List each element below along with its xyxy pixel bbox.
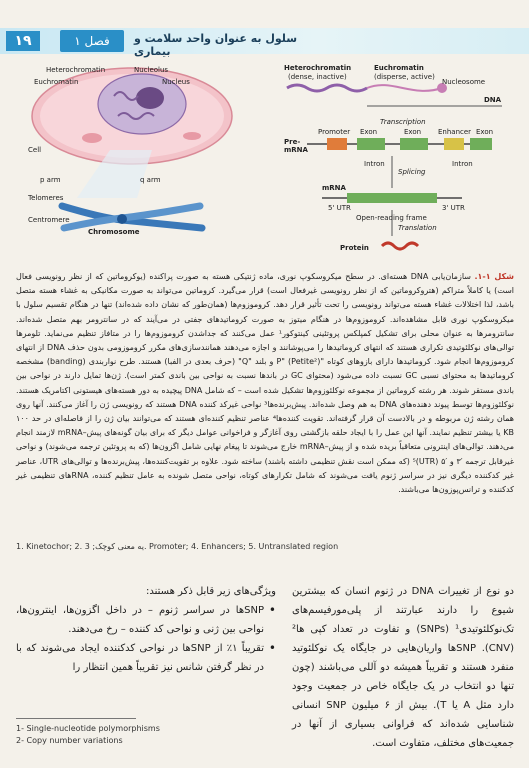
label-exon-3: Exon xyxy=(476,128,494,136)
chapter-title: سلول به عنوان واحد سلامت و بیماری xyxy=(134,32,298,58)
label-mrna: mRNA xyxy=(322,184,346,192)
caption-footnotes: 1. Kinetochor; 2. یه معنی کوچک; 3. Promoter; 4. Enhancers; 5. Untranslated region xyxy=(16,542,339,551)
nucleolus-shape xyxy=(136,87,164,109)
caption-text: سازمان‌یابی DNA هسته‌ای. در سطح میکروسکوپ نوری، ماده ژنتیکی هسته به صورت پراکنده (یوکروماتین که از نظر رونویسی فعال است) یا کاملاً متراکم (هتروکروماتین که از نظر رونویسی غیرفعال است) قرار می‌گیرد. کروماتین می‌تواند به صورت مکانیکی به غشاء هسته متصل باشد، لذا اختلالات غشاء هسته می‌تواند رونویسی را تحت تأثیر قرار دهد. کروموزوم‌ها (همان‌طور که نشان داده شده‌اند) تنها در هنگام تقسیم سلول با میکروسکوپ نوری قابل مشاهده‌اند. کروموزوم‌ها در هنگام میتوز به صورت کروماتیدهای جفتی در می‌آیند که در سانترومر بهم متصل شده‌اند. سانترومرها به عنوان محلی برای تشکیل کمپلکس پروتئینی کینتوکور¹ عمل می‌کنند که جداشدن کروموزوم‌ها را در متافاز تنظیم می‌نماید. تلومرها توالی‌های نوکلئوتیدی تکراری هستند که انتهای کروماتیدها را می‌پوشانند و اجازه می‌دهند همانندسازی‌های مکرر کروموزومی بدون حذف DNA از انتهای کروموزوم‌ها انجام شود. کروماتیدها دارای بازوهای کوتاه "P" (Petite²) و بلند "Q" (حرف بعدی در الفبا) هستند. طرح نواربندی (banding) مشخصه کروماتیدها به محتوای نسبی GC نسبت داده می‌شود (محتوای GC در باندها نسبت به نواحی بین باندی کمتر است). ژن‌ها تمایل دارند در نواحی بین باندی مستقر شوند. هر رشته کروماتین از مجموعه نوکلئوزوم‌ها تشکیل شده است – که شامل DNA پیچیده به دور هسته‌های هیستونی اکتامریک هستند. نوکلئوزوم‌ها توسط پیوند دهنده‌های DNA به هم وصل شده‌اند. پیش‌برنده‌ها³ نواحی غیرکد کننده DNA هستند که رونویسی ژن را آغاز می‌کنند. آنها روی همان رشته ژن مربوطه و در بالادست آن قرار گرفته‌اند. تقویت کننده‌ها⁴ عناصر تنظیم کننده‌ای هستند که می‌توانند بیان ژن را از فاصله‌ای در حد ۱۰۰ KB یا بیشتر تنظیم نمایند. آنها این عمل را با ایجاد حلقه بازگشتی روی آغازگر و فراخوانی عوامل دیگر که برای بیان گونه‌های پیش–mRNA لازمند انجام می‌دهند. توالی‌های اینترونی متعاقباً بریده شده و از پیش–mRNA خارج می‌شوند تا پیغام نهایی شامل اگزون‌ها (که به پروتئین ترجمه می‌شوند) و نواحی غیرقابل ترجمه ′۳ و ′۵ (UTR)⁵ (که ممکن است نقش تنظیمی داشته باشند) ساخته شود. علاوه بر تقویت‌کننده‌ها، پیش‌برنده‌ها و توالی‌های UTR، عناصر غیر کدکننده دیگری نیز در سراسر ژنوم یافت می‌شوند که شامل تکرارهای کوتاه، نواحی متصل شونده به عامل تنظیم کننده، RNAهای تنظیمی غیر کدکننده و ترانس‌پوزون‌ها می‌باشند. xyxy=(16,272,515,495)
list-item: • تقریباً ۱٪ از SNPها در نواحی کدکننده ایجاد می‌شوند که با در نظر گرفتن شانس نیز تقریباً همین انتظار را xyxy=(16,639,276,677)
figure-caption xyxy=(16,270,514,538)
label-heterochromatin: Heterochromatin xyxy=(46,66,106,74)
footnote-2: 2- Copy number variations xyxy=(16,736,123,745)
footnote-divider xyxy=(16,718,136,719)
label-euchromatin-sub: (disperse, active) xyxy=(374,73,435,81)
label-heterochromatin-sub: (dense, inactive) xyxy=(288,73,347,81)
caption-label: شکل ۱-۱. xyxy=(474,272,515,281)
heterochromatin-strand xyxy=(287,85,367,91)
label-intron-1: Intron xyxy=(364,160,385,168)
figure-illustration xyxy=(22,58,512,268)
protein-chain xyxy=(382,243,418,249)
features-intro: ویژگی‌های زیر قابل ذکر هستند: xyxy=(146,586,276,597)
dna-organization-figure xyxy=(22,58,512,268)
page-header xyxy=(0,28,529,58)
label-transcription: Transcription xyxy=(380,118,426,126)
promoter-box xyxy=(327,138,347,150)
organelle xyxy=(82,133,102,143)
label-heterochromatin-right: Heterochromatin xyxy=(284,64,352,72)
label-nucleus: Nucleus xyxy=(162,78,190,86)
label-euchromatin-right: Euchromatin xyxy=(374,64,424,72)
enhancer-box xyxy=(444,138,464,150)
footnote-1: 1- Single-nucleotide polymorphisms xyxy=(16,724,160,733)
body-left-column xyxy=(16,582,276,677)
label-enhancer: Enhancer xyxy=(438,128,472,136)
label-p-arm: p arm xyxy=(40,176,61,184)
body-right-column xyxy=(292,582,514,753)
label-centromere: Centromere xyxy=(28,216,70,224)
label-translation: Translation xyxy=(398,224,437,232)
chromosome-shape xyxy=(62,206,202,228)
label-protein: Protein xyxy=(340,244,369,252)
label-dna: DNA xyxy=(484,96,502,104)
label-orf: Open-reading frame xyxy=(356,214,427,222)
exon-box-1 xyxy=(357,138,385,150)
label-chromosome: Chromosome xyxy=(88,228,140,236)
exon-box-3 xyxy=(470,138,492,150)
organelle-2 xyxy=(183,132,201,140)
label-cell: Cell xyxy=(28,146,42,154)
mrna-exons xyxy=(347,193,437,203)
page-number: ۱۹ xyxy=(6,31,40,51)
label-pre-mrna: Pre- mRNA xyxy=(284,138,308,154)
label-exon-1: Exon xyxy=(360,128,378,136)
list-item: • SNPها در سراسر ژنوم – در داخل اگزون‌ها، اینترون‌ها، نواحی بین ژنی و نواحی کد کننده – رخ می‌دهند. xyxy=(16,601,276,639)
label-5utr: 5' UTR xyxy=(328,204,351,212)
euchromatin-strand xyxy=(367,85,442,91)
label-exon-2: Exon xyxy=(404,128,422,136)
label-euchromatin: Euchromatin xyxy=(34,78,79,86)
label-intron-2: Intron xyxy=(452,160,473,168)
label-q-arm: q arm xyxy=(140,176,161,184)
label-nucleosome: Nucleosome xyxy=(442,78,486,86)
snp-paragraph: دو نوع از تغییرات DNA در ژنوم انسان که بیشترین شیوع را دارند عبارتند از پلی‌مورفیسم‌های تک‌نوکلئوتیدی¹ (SNPs) و تفاوت در تعداد کپی ها² (CNV). SNPها واریان‌هایی در جایگاه یک نوکلئوتید منفرد هستند و تقریباً همیشه دو آللی می‌باشند (چون تنها دو انتخاب در یک جایگاه خاص در جمعیت وجود دارد مثل A یا T). بیش از ۶ میلیون SNP انسانی شناسایی شده‌اند که فراوانی بسیاری از آنها در جمعیت‌های مختلف، متفاوت است. xyxy=(292,586,514,749)
label-splicing: Splicing xyxy=(398,168,426,176)
label-promoter: Promoter xyxy=(318,128,351,136)
label-nucleolus: Nucleolus xyxy=(134,66,169,74)
label-telomeres: Telomeres xyxy=(28,194,64,202)
chapter-label: فصل ۱ xyxy=(60,30,124,52)
label-3utr: 3' UTR xyxy=(442,204,465,212)
exon-box-2 xyxy=(400,138,428,150)
